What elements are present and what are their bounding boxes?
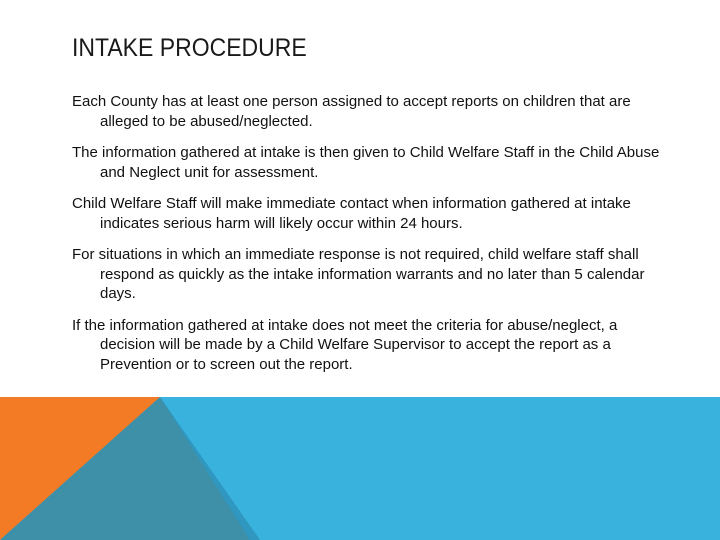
paragraph-criteria-decision: If the information gathered at intake does not meet the criteria for abuse/neglect, a decision will be made by a Child Welfare Supervisor to accept the report as a Prevention or to screen out the report. [72, 316, 618, 373]
paragraph-immediate-contact: Child Welfare Staff will make immediate contact when information gathered at intake indicates serious harm will likely occur within 24 hours. [72, 195, 631, 232]
decorative-footer-shapes [0, 397, 720, 540]
paragraph-information-given: The information gathered at intake is then given to Child Welfare Staff in the Child Abuse and Neglect unit for assessment. [72, 144, 660, 181]
paragraph-response-time: For situations in which an immediate response is not required, child welfare staff shall respond as quickly as the intake information warrants and no later than 5 calendar days. [72, 246, 645, 302]
slide-body [72, 92, 662, 386]
slide-title: INTAKE PROCEDURE [72, 34, 307, 62]
paragraph-county-assignment: Each County has at least one person assigned to accept reports on children that are alleged to be abused/neglected. [72, 93, 631, 130]
